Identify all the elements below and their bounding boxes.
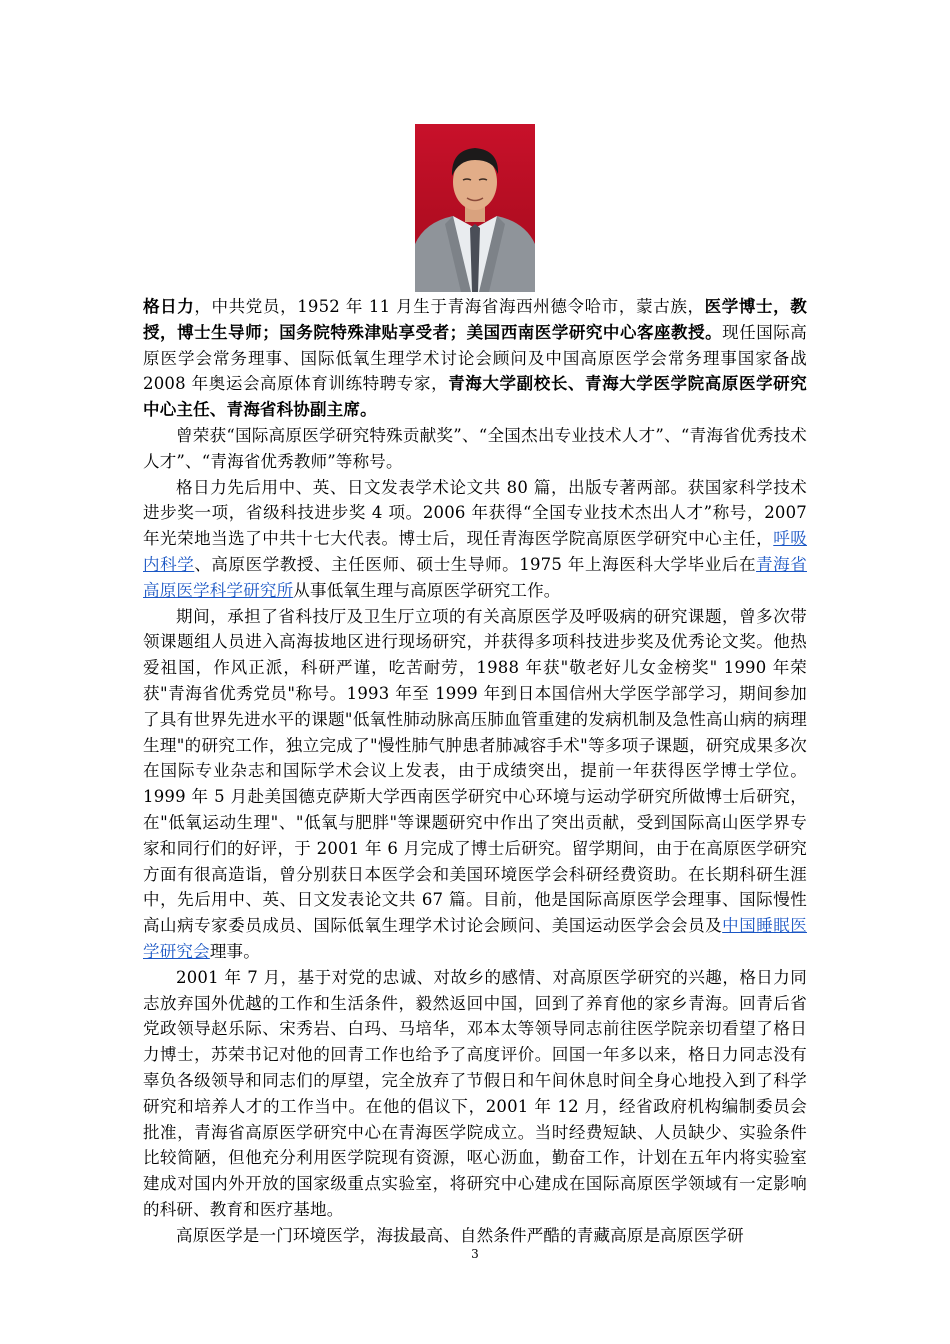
qinghai-institute-link[interactable]: 青海省高原医学科学研究所 xyxy=(143,554,807,600)
respiratory-medicine-link[interactable]: 呼吸内科学 xyxy=(143,529,807,574)
closing-paragraph: 高原医学是一门环境医学，海拔最高、自然条件严酷的青藏高原是高原医学研 xyxy=(176,1225,744,1245)
positions-bold: 青海大学副校长、青海大学医学院高原医学研究中心主任、青海省科协副主席。 xyxy=(143,374,807,420)
page-number: 3 xyxy=(471,1247,479,1261)
portrait-photo xyxy=(415,124,535,292)
person-name: 格日力 xyxy=(143,297,195,316)
article-body xyxy=(143,294,807,1248)
titles-bold: 医学博士，教授，博士生导师；国务院特殊津贴享受者；美国西南医学研究中心客座教授。 xyxy=(143,297,807,342)
portrait-illustration xyxy=(415,124,535,292)
honors-paragraph: 曾荣获“国际高原医学研究特殊贡献奖”、“全国杰出专业技术人才”、“青海省优秀技术人才”、“青海省优秀教师”等称号。 xyxy=(143,425,807,471)
return-paragraph: 2001 年 7 月，基于对党的忠诚、对故乡的感情、对高原医学研究的兴趣，格日力同志放弃国外优越的工作和生活条件，毅然返回中国，回到了养育他的家乡青海。回青后省党政领导赵乐际、宋秀岩、白玛、马培华，邓本太等领导同志前往医学院亲切看望了格日力博士，苏荣书记对他的回青工作也给予了高度评价。回国一年多以来，格日力同志没有辜负各级领导和同志们的厚望，完全放弃了节假日和午间休息时间全身心地投入到了科学研究和培养人才的工作当中。在他的倡议下，2001 年 12 月，经省政府机构编制委员会批准，青海省高原医学研究中心在青海医学院成立。当时经费短缺、人员缺少、实验条件比较简陋，但他充分利用医学院现有资源，呕心沥血，勤奋工作，计划在五年内将实验室建成对国内外开放的国家级重点实验室，将研究中心建成在国际高原医学领域有一定影响的科研、教育和医疗基地。 xyxy=(143,967,807,1219)
sleep-medicine-society-link[interactable]: 中国睡眠医学研究会 xyxy=(143,916,807,961)
publications-paragraph: 格日力先后用中、英、日文发表学术论文共 80 篇，出版专著两部。获国家科学技术进步奖一项，省级科技进步奖 4 项。2006 年获得“全国专业技术杰出人才”称号，2007 年光荣地当选了中共十七大代表。博士后，现任青海医学院高原医学研究中心主任，呼吸内科学、高原医学教授、主任医师、硕士生导师。1975 年上海医科大学毕业后在青海省高原医学科学研究所从事低氧生理与高原医学研究工作。 xyxy=(143,477,807,600)
research-paragraph: 期间，承担了省科技厅及卫生厅立项的有关高原医学及呼吸病的研究课题，曾多次带领课题组人员进入高海拔地区进行现场研究，并获得多项科技进步奖及优秀论文奖。他热爱祖国，作风正派，科研严谨，吃苦耐劳，1988 年获"敬老好儿女金榜奖" 1990 年荣获"青海省优秀党员"称号。1993 年至 1999 年到日本国信州大学医学部学习，期间参加了具有世界先进水平的课题"低氧性肺动脉高压肺血管重建的发病机制及急性高山病的病理生理"的研究工作，独立完成了"慢性肺气肿患者肺减容手术"等多项子课题，研究成果多次在国际专业杂志和国际学术会议上发表，由于成绩突出，提前一年获得医学博士学位。1999 年 5 月赴美国德克萨斯大学西南医学研究中心环境与运动学研究所做博士后研究，在"低氧运动生理"、"低氧与肥胖"等课题研究中作出了突出贡献，受到国际高山医学界专家和同行们的好评，于 2001 年 6 月完成了博士后研究。留学期间，由于在高原医学研究方面有很高造诣，曾分别获日本医学会和美国环境医学会科研经费资助。在长期科研生涯中，先后用中、英、日文发表论文共 67 篇。目前，他是国际高原医学会理事、国际慢性高山病专家委员成员、国际低氧生理学术讨论会顾问、美国运动医学会会员及中国睡眠医学研究会理事。 xyxy=(143,606,807,961)
intro-paragraph: 格日力，中共党员，1952 年 11 月生于青海省海西州德令哈市，蒙古族，医学博士，教授，博士生导师；国务院特殊津贴享受者；美国西南医学研究中心客座教授。现任国际高原医学会常务理事、国际低氧生理学术讨论会顾问及中国高原医学会常务理事国家备战 2008 年奥运会高原体育训练特聘专家，青海大学副校长、青海大学医学院高原医学研究中心主任、青海省科协副主席。 xyxy=(143,297,807,420)
